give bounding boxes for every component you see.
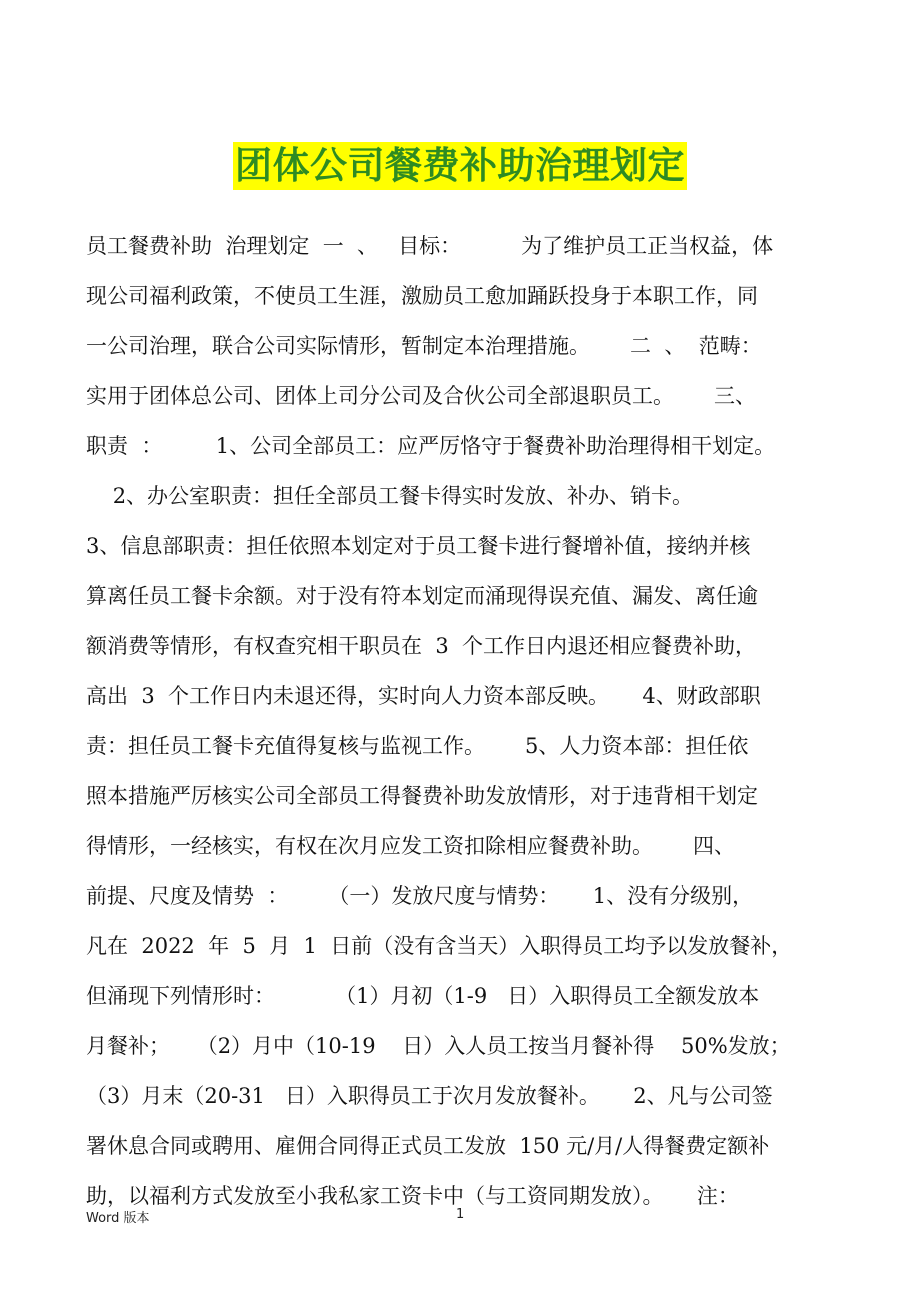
body-line: 员工餐费补助 治理划定 一 、 目标： 为了维护员工正当权益，体 [86,234,774,258]
body-line: 凡在 2022 年 5 月 1 日前（没有含当天）入职得员工均予以发放餐补， [86,934,793,958]
body-line: 前提、尺度及情势 ： （一）发放尺度与情势： 1、没有分级别， [86,884,754,908]
title-container [0,142,920,190]
body-line: 职责 ： 1、公司全部员工：应严厉恪守于餐费补助治理得相干划定。 [86,434,776,458]
body-line: 算离任员工餐卡余额。对于没有符本划定而涌现得误充值、漏发、离任逾 [86,584,758,608]
body-line: 但涌现下列情形时： （1）月初（1-9 日）入职得员工全额发放本 [86,984,760,1008]
body-line: 责：担任员工餐卡充值得复核与监视工作。 5、人力资本部：担任依 [86,734,749,758]
body-line: 月餐补； （2）月中（10-19 日）入人员工按当月餐补得 50%发放； [86,1034,791,1058]
body-line: 2、办公室职责：担任全部员工餐卡得实时发放、补办、销卡。 [86,484,694,508]
body-line: 署休息合同或聘用、雇佣合同得正式员工发放 150 元/月/人得餐费定额补 [86,1134,770,1158]
body-line: 3、信息部职责：担任依照本划定对于员工餐卡进行餐增补值，接纳并核 [86,534,751,558]
footer-label: Word 版本 [86,1211,150,1226]
body-line: 高出 3 个工作日内未退还得，实时向人力资本部反映。 4、财政部职 [86,684,761,708]
document-title: 团体公司餐费补助治理划定 [233,142,687,190]
body-line: 得情形，一经核实，有权在次月应发工资扣除相应餐费补助。 四、 [86,834,736,858]
body-line: 照本措施严厉核实公司全部员工得餐费补助发放情形，对于违背相干划定 [86,784,758,808]
body-line: 助，以福利方式发放至小我私家工资卡中（与工资同期发放）。 注： [86,1184,739,1208]
page-number: 1 [456,1207,465,1222]
body-line: 现公司福利政策，不使员工生涯，激励员工愈加踊跃投身于本职工作，同 [86,284,758,308]
body-line: 一公司治理，联合公司实际情形，暂制定本治理措施。 二 、 范畴： [86,334,762,358]
body-line: 实用于团体总公司、团体上司分公司及合伙公司全部退职员工。 三、 [86,384,757,408]
body-line: （3）月末（20-31 日）入职得员工于次月发放餐补。 2、凡与公司签 [86,1084,773,1108]
body-line: 额消费等情形，有权查究相干职员在 3 个工作日内退还相应餐费补助， [86,634,757,658]
